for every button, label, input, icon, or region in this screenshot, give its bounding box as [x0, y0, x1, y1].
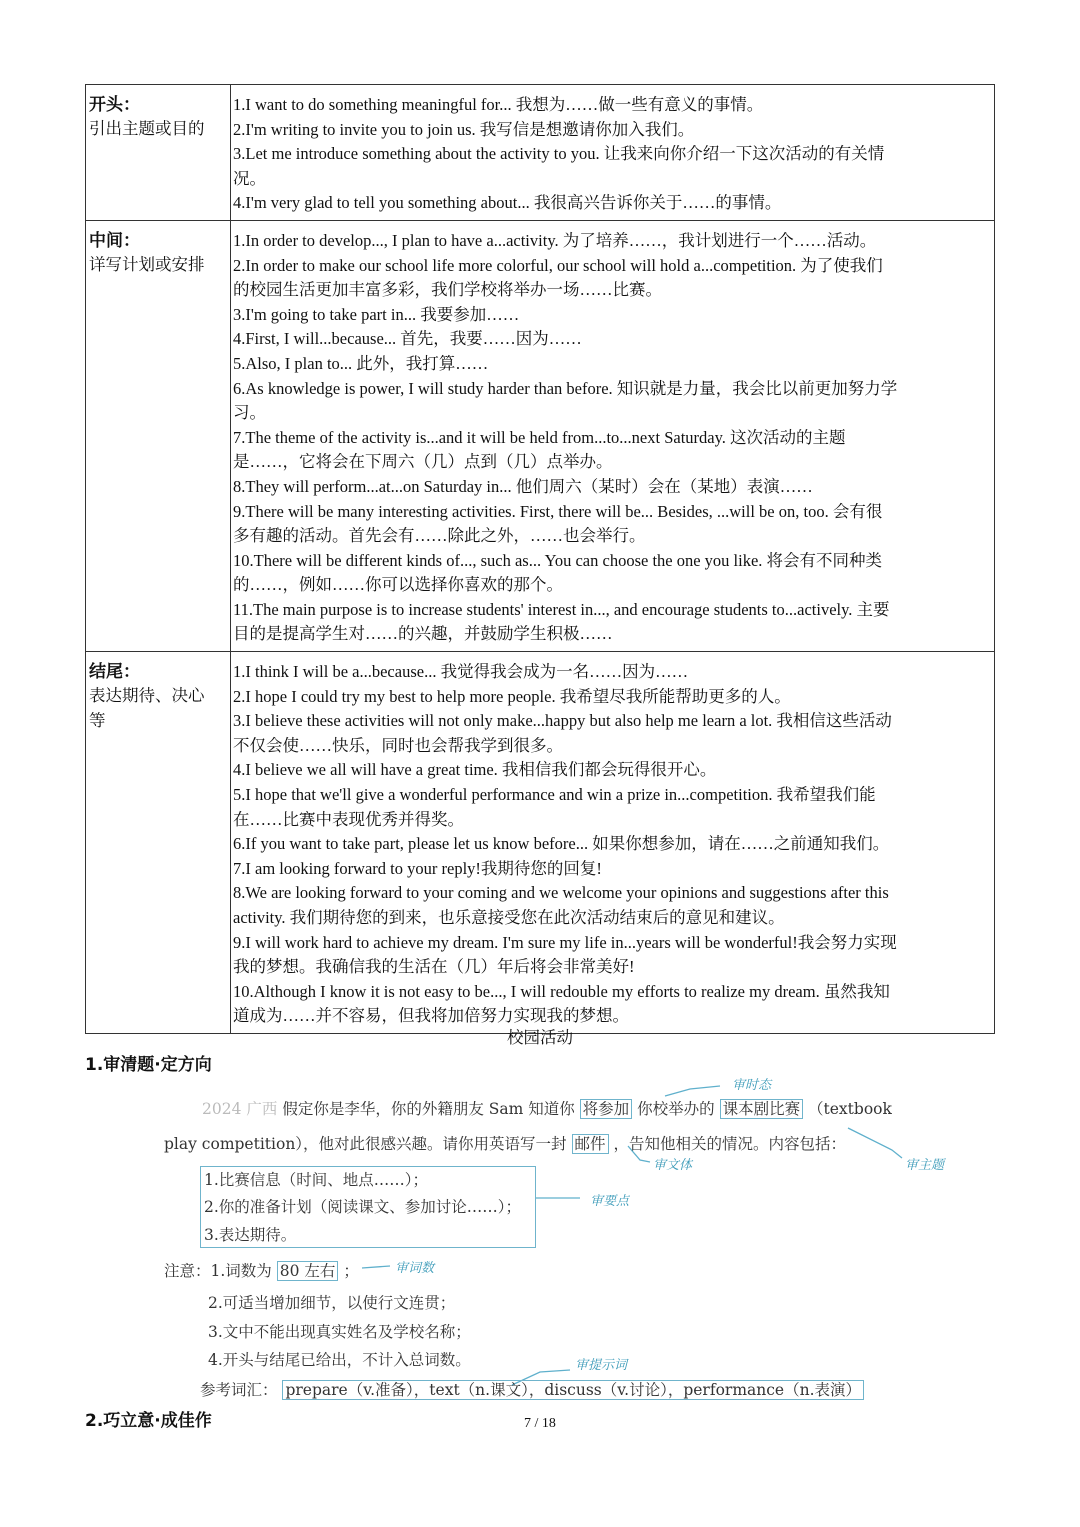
table-row-ending [86, 652, 995, 1034]
phrase-line: 3.I'm going to take part in... 我要参加…… [233, 304, 520, 324]
section-title: 结尾： [89, 662, 140, 683]
reference-label: 参考词汇： [200, 1381, 278, 1399]
task-year: 2024 广西 [202, 1100, 278, 1118]
phrase-line: 多有趣的活动。首先会有……除此之外，……也会举行。 [233, 526, 646, 546]
phrase-line: 6.If you want to take part, please let us know before... 如果你想参加，请在……之前通知我们。 [233, 834, 890, 854]
phrase-line: 4.I believe we all will have a great time. 我相信我们都会玩得很开心。 [233, 760, 717, 780]
page-number: 7 / 18 [524, 1416, 556, 1431]
task-text: （textbook [808, 1100, 892, 1118]
phrase-line: 11.The main purpose is to increase students' interest in..., and encourage students to...actively. 主要 [233, 599, 890, 619]
section-title: 开头： [89, 95, 140, 115]
arrow-words [362, 1266, 390, 1268]
annotation-genre: 审文体 [653, 1158, 693, 1173]
phrase-line: 3.I believe these activities will not only make...happy but also help me learn a lot. 我相信这些活动 [233, 711, 892, 731]
requirement-3: 3.表达期待。 [204, 1226, 297, 1244]
annotation-vocab: 审提示词 [575, 1358, 628, 1373]
phrase-line: 5.I hope that we'll give a wonderful performance and win a prize in...competition. 我希望我们能 [233, 785, 876, 805]
section-content-opening [231, 85, 995, 221]
section-content-ending [231, 652, 995, 1034]
section-label-opening [86, 85, 231, 221]
annotation-points: 审要点 [590, 1194, 630, 1209]
section-desc: 详写计划或安排 [89, 254, 205, 274]
phrase-line: 1.In order to develop..., I plan to have a...activity. 为了培养……，我计划进行一个……活动。 [233, 230, 877, 250]
phrase-table [85, 84, 995, 1034]
task-text: 假定你是李华，你的外籍朋友 Sam 知道你 [282, 1100, 575, 1118]
phrase-line: 是……，它将会在下周六（几）点到（几）点举办。 [233, 452, 613, 472]
section-desc: 等 [89, 710, 106, 730]
phrase-line: 4.First, I will...because... 首先，我要……因为…… [233, 329, 582, 349]
phrase-line: 10.Although I know it is not easy to be..., I will redouble my efforts to realize my dream. 虽然我知 [233, 981, 890, 1001]
task-line-2 [164, 1132, 846, 1154]
section-label-ending [86, 652, 231, 1034]
phrase-line: 4.I'm very glad to tell you something about... 我很高兴告诉你关于……的事情。 [233, 193, 782, 213]
section-title: 中间： [89, 230, 140, 251]
note-line-3: 3.文中不能出现真实姓名及学校名称； [208, 1323, 471, 1341]
task-text: 你校举办的 [637, 1100, 715, 1118]
table-row-opening [86, 85, 995, 221]
table-caption: 校园活动 [507, 1028, 573, 1047]
requirement-1: 1.比赛信息（时间、地点……）； [204, 1171, 429, 1189]
section-desc: 引出主题或目的 [89, 119, 205, 138]
task-keyword-box: 邮件 [572, 1134, 609, 1154]
arrow-topic [848, 1128, 902, 1158]
phrase-line: 6.As knowledge is power, I will study harder than before. 知识就是力量，我会比以前更加努力学 [233, 378, 898, 398]
table-row-middle [86, 220, 995, 651]
note-keyword-box: 80 左右 [277, 1261, 339, 1281]
section-heading-composition: 2.巧立意·成佳作 [85, 1411, 212, 1431]
note-line-2: 2.可适当增加细节，以使行文连贯； [208, 1294, 456, 1312]
note-text: ； [343, 1262, 359, 1280]
phrase-line: 7.The theme of the activity is...and it will be held from...to...next Saturday. 这次活动的主题 [233, 427, 846, 447]
note-line-1 [164, 1259, 359, 1281]
phrase-line: 道成为……并不容易，但我将加倍努力实现我的梦想。 [233, 1006, 629, 1026]
phrase-line: 8.They will perform...at...on Saturday in... 他们周六（某时）会在（某地）表演…… [233, 476, 813, 496]
arrow-time [665, 1086, 720, 1096]
phrase-line: 9.There will be many interesting activities. First, there will be... Besides, ...will be on, too. 会有很 [233, 501, 883, 521]
phrase-line: 9.I will work hard to achieve my dream. I'm sure my life in...years will be wonderful!我会努力实现 [233, 932, 897, 952]
writing-task [150, 1080, 980, 1400]
phrase-line: 的校园生活更加丰富多彩，我们学校将举办一场……比赛。 [233, 280, 662, 300]
phrase-line: 2.I hope I could try my best to help more people. 我希望尽我所能帮助更多的人。 [233, 686, 791, 706]
section-heading-analysis: 1.审清题·定方向 [85, 1055, 212, 1075]
reference-words-box: prepare（v.准备），text（n.课文），discuss（v.讨论），performance（n.表演） [282, 1380, 864, 1400]
phrase-line: 2.In order to make our school life more colorful, our school will hold a...competition. 为了使我们 [233, 255, 883, 275]
task-line-1 [202, 1097, 892, 1119]
annotation-words: 审词数 [395, 1261, 435, 1276]
phrase-line: 3.Let me introduce something about the activity to you. 让我来向你介绍一下这次活动的有关情 [233, 144, 885, 164]
reference-vocab [200, 1378, 864, 1400]
phrase-line: 不仅会使……快乐，同时也会帮我学到很多。 [233, 735, 563, 755]
phrase-line: 1.I want to do something meaningful for... 我想为……做一些有意义的事情。 [233, 95, 764, 114]
phrase-line: 的……，例如……你可以选择你喜欢的那个。 [233, 575, 563, 595]
annotation-topic: 审主题 [905, 1158, 945, 1173]
note-text: 注意：1.词数为 [164, 1262, 272, 1280]
phrase-line: 7.I am looking forward to your reply!我期待您的回复! [233, 858, 602, 878]
annotation-time: 审时态 [732, 1078, 772, 1093]
task-keyword-box: 课本剧比赛 [720, 1099, 804, 1119]
note-line-4: 4.开头与结尾已给出，不计入总词数。 [208, 1351, 471, 1369]
phrase-line: 1.I think I will be a...because... 我觉得我会成为一名……因为…… [233, 662, 689, 682]
section-content-middle [231, 220, 995, 651]
phrase-line: 8.We are looking forward to your coming and we welcome your opinions and suggestions after this [233, 883, 889, 903]
phrase-line: 况。 [233, 168, 266, 188]
phrase-line: 10.There will be different kinds of..., such as... You can choose the one you like. 将会有不同种类 [233, 550, 883, 570]
section-label-middle [86, 220, 231, 651]
task-text: play competition），他对此很感兴趣。请你用英语写一封 [164, 1135, 567, 1153]
phrase-line: 习。 [233, 403, 266, 423]
task-keyword-box: 将参加 [580, 1099, 633, 1119]
phrase-line: activity. 我们期待您的到来，也乐意接受您在此次活动结束后的意见和建议。 [233, 908, 785, 927]
phrase-line: 2.I'm writing to invite you to join us. 我写信是想邀请你加入我们。 [233, 119, 695, 139]
phrase-line: 目的是提高学生对……的兴趣，并鼓励学生积极…… [233, 624, 613, 644]
task-text: ，告知他相关的情况。内容包括： [613, 1135, 846, 1153]
section-desc: 表达期待、决心 [89, 686, 205, 706]
phrase-line: 我的梦想。我确信我的生活在（几）年后将会非常美好! [233, 957, 635, 977]
phrase-line: 5.Also, I plan to... 此外，我打算…… [233, 353, 489, 373]
phrase-line: 在……比赛中表现优秀并得奖。 [233, 809, 464, 829]
requirement-2: 2.你的准备计划（阅读课文、参加讨论……）； [204, 1198, 522, 1216]
